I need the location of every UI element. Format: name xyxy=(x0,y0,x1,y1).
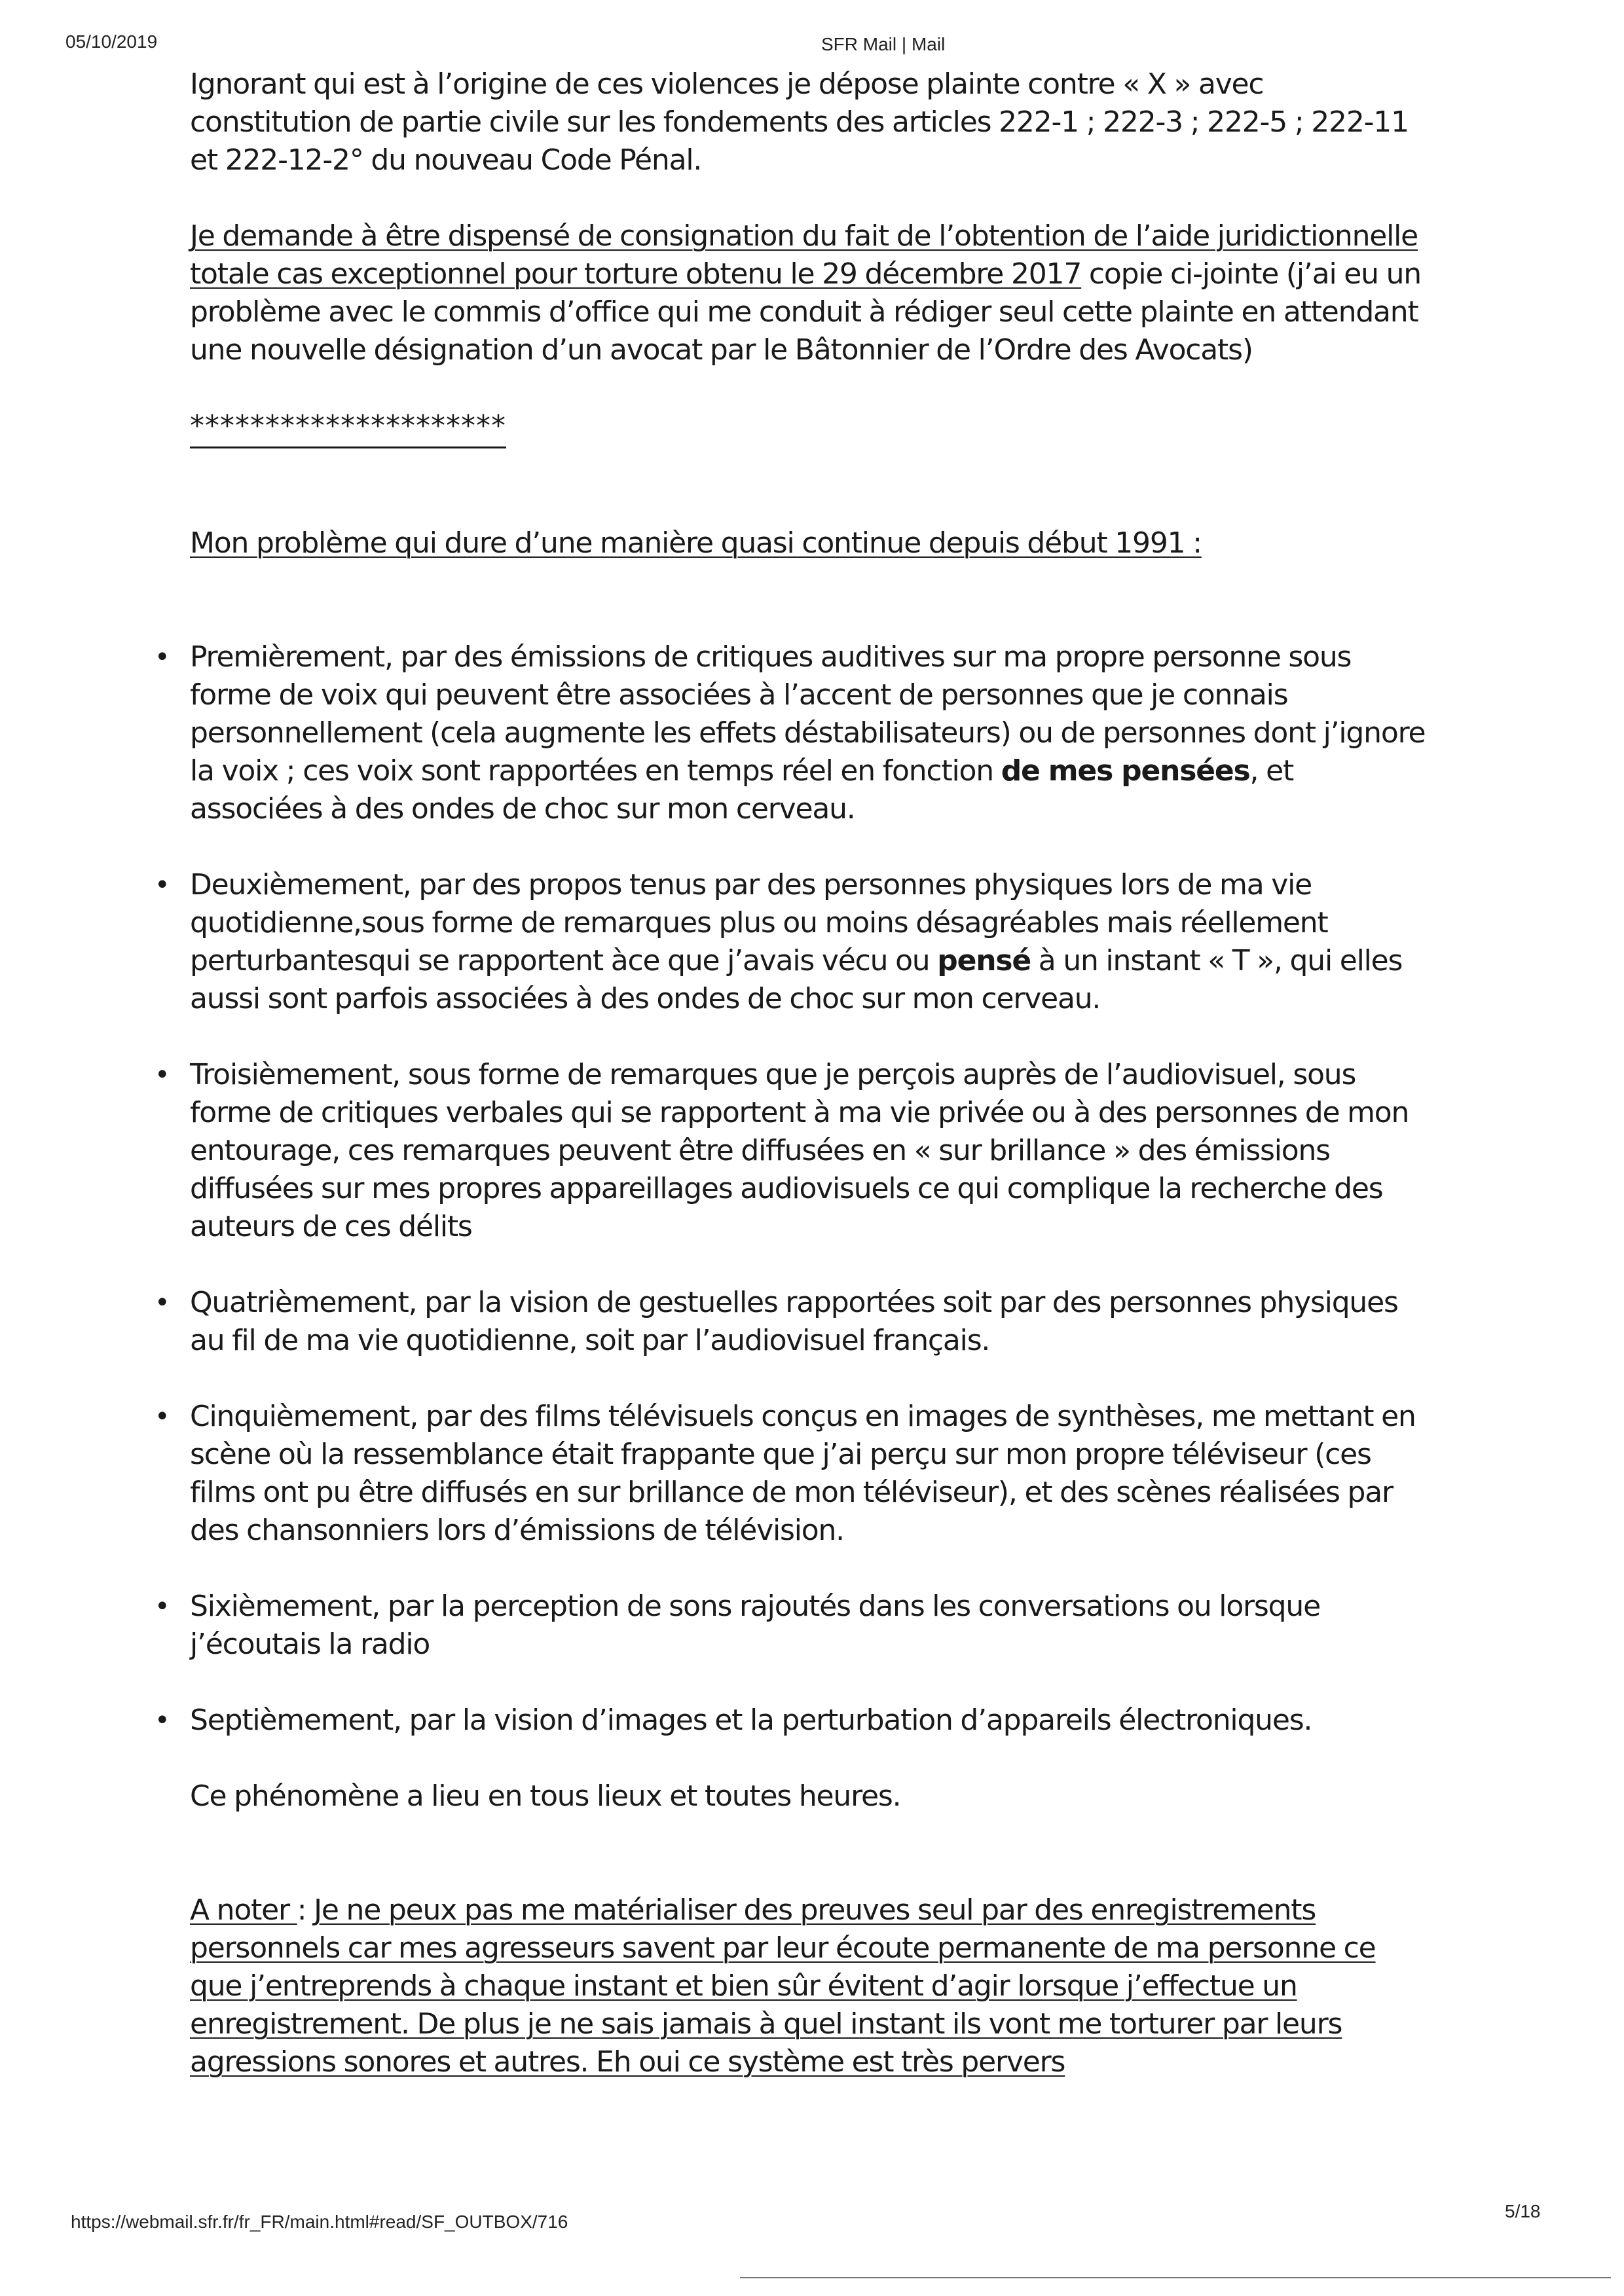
note-text: Je ne peux pas me matérialiser des preuves seul par des enregistrements personnels car mes agresseurs savent par leur écoute permanente de ma personne ce que j’entreprends à chaque instant et bien sûr évitent d’agir lorsque j’effectue un enregistrement. De plus je ne sais jamais à quel instant ils vont me torturer par leurs agressions sonores et autres. Eh oui ce système est très pervers xyxy=(190,1893,1376,2079)
consignation-underlined-text: Je demande à être dispensé de consignation du fait de l’obtention de l’aide juridictionnelle totale cas exceptionnel pour torture obtenu le 29 décembre 2017 xyxy=(190,219,1418,291)
note-paragraph: A noter : Je ne peux pas me matérialiser des preuves seul par des enregistrements personnels car mes agresseurs savent par leur écoute permanente de ma personne ce que j’entreprends à chaque instant et bien sûr évitent d’agir lorsque j’effectue un enregistrement. De plus je ne sais jamais à quel instant ils vont me torturer par leurs agressions sonores et autres. Eh oui ce système est très pervers xyxy=(190,1893,1376,2079)
stars-text: ********************* xyxy=(190,407,506,448)
problem-list xyxy=(190,638,1428,1740)
section-title: Mon problème qui dure d’une manière quasi continue depuis début 1991 : xyxy=(190,526,1202,560)
note-label: A noter xyxy=(190,1893,297,1927)
emphasis: pensé xyxy=(937,944,1031,977)
list-item: • Troisièmement, sous forme de remarques que je perçois auprès de l’audiovisuel, sous forme de critiques verbales qui se rapportent à ma vie privée ou à des personnes de mon entourage, ces remarques peuvent être diffusées en « sur brillance » des émissions diffusées sur mes propres appareillages audiovisuels ce qui complique la recherche des auteurs de ces délits xyxy=(190,1056,1428,1246)
consignation-rest-text: copie ci-jointe (j’ai eu un problème avec le commis d’office qui me conduit à rédiger seul cette plainte en attendant une nouvelle désignation d’un avocat par le Bâtonnier de l’Ordre des Avocats) xyxy=(190,257,1421,367)
list-item: • Quatrièmement, par la vision de gestuelles rapportées soit par des personnes physiques au fil de ma vie quotidienne, soit par l’audiovisuel français. xyxy=(190,1284,1428,1360)
emphasis: de mes pensées xyxy=(1001,754,1250,788)
print-page-title: SFR Mail | Mail xyxy=(821,34,946,54)
letter-body xyxy=(190,65,1428,2081)
print-url: https://webmail.sfr.fr/fr_FR/main.html#read/SF_OUTBOX/716 xyxy=(71,2212,568,2232)
list-item: • Sixièmement, par la perception de sons rajoutés dans les conversations ou lorsque j’écoutais la radio xyxy=(190,1588,1428,1664)
scan-edge-line xyxy=(740,2277,1611,2278)
separator-stars xyxy=(190,407,1428,448)
list-item: • Cinquièmement, par des films télévisuels conçus en images de synthèses, me mettant en scène où la ressemblance était frappante que j’ai perçu sur mon propre téléviseur (ces films ont pu être diffusés en sur brillance de mon téléviseur), et des scènes réalisées par des chansonniers lors d’émissions de télévision. xyxy=(190,1398,1428,1550)
print-date: 05/10/2019 xyxy=(65,31,158,52)
list-item: • Septièmement, par la vision d’images et la perturbation d’appareils électroniques. xyxy=(190,1702,1428,1740)
list-item: • Deuxièmement, par des propos tenus par des personnes physiques lors de ma vie quotidienne,sous forme de remarques plus ou moins désagréables mais réellement perturbantesqui se rapportent àce que j’avais vécu ou pensé à un instant « T », qui elles aussi sont parfois associées à des ondes de choc sur mon cerveau. xyxy=(190,866,1428,1018)
phenomenon-paragraph: Ce phénomène a lieu en tous lieux et toutes heures. xyxy=(190,1779,901,1813)
consignation-paragraph xyxy=(190,217,1428,369)
intro-paragraph: Ignorant qui est à l’origine de ces violences je dépose plainte contre « X » avec constitution de partie civile sur les fondements des articles 222-1 ; 222-3 ; 222-5 ; 222-11 et 222-12-2° du nouveau Code Pénal. xyxy=(190,67,1409,177)
list-item: • Premièrement, par des émissions de critiques auditives sur ma propre personne sous forme de voix qui peuvent être associées à l’accent de personnes que je connais personnellement (cela augmente les effets déstabilisateurs) ou de personnes dont j’ignore la voix ; ces voix sont rapportées en temps réel en fonction de mes pensées, et associées à des ondes de choc sur mon cerveau. xyxy=(190,638,1428,828)
page-number: 5/18 xyxy=(1505,2201,1541,2221)
